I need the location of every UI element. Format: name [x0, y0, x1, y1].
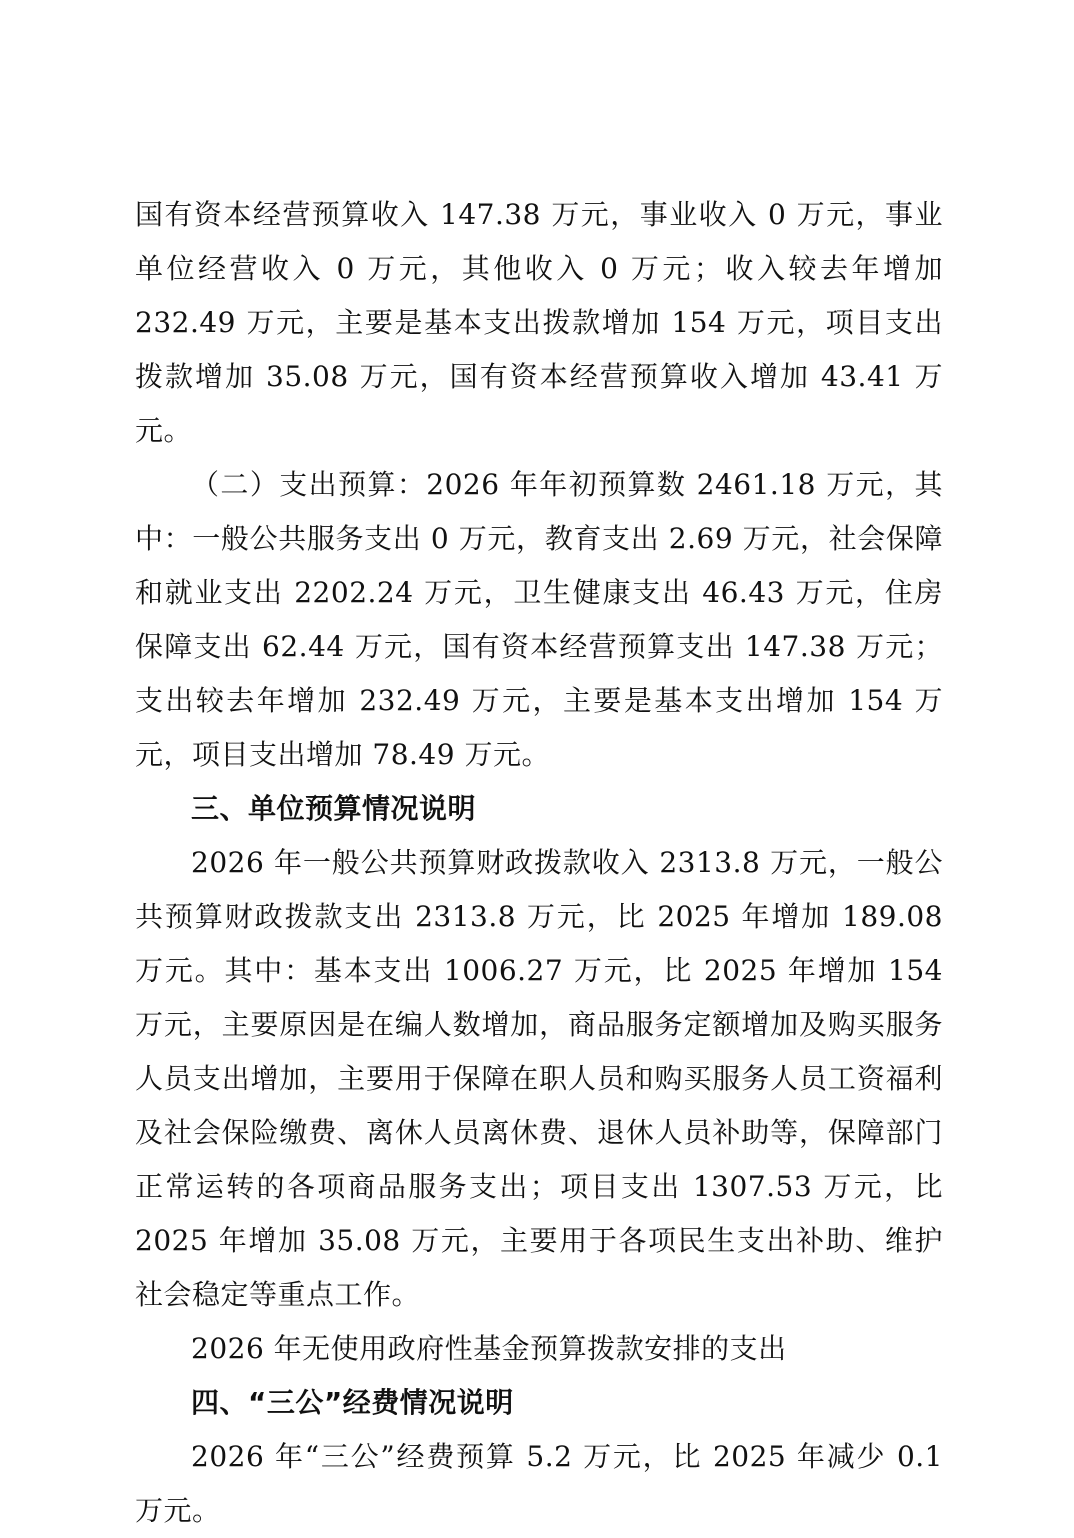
paragraph-three-public-expenses: 2026 年“三公”经费预算 5.2 万元，比 2025 年减少 0.1 万元。: [135, 1440, 943, 1527]
paragraph-government-fund: 2026 年无使用政府性基金预算拨款安排的支出: [191, 1332, 787, 1365]
section-heading-three-public-expenses: 四、“三公”经费情况说明: [191, 1386, 514, 1419]
paragraph-general-public-budget: 2026 年一般公共预算财政拨款收入 2313.8 万元，一般公共预算财政拨款支出 2313.8 万元，比 2025 年增加 189.08 万元。其中：基本支出 1006.27 万元，比 2025 年增加 154 万元，主要原因是在编人数增加，商品服务定额增加及购买服务人员支出增加，主要用于保障在职人员和购买服务人员工资福利及社会保险缴费、离休人员离休费、退休人员补助等，保障部门正常运转的各项商品服务支出；项目支出 1307.53 万元，比 2025 年增加 35.08 万元，主要用于各项民生支出补助、维护社会稳定等重点工作。: [135, 846, 943, 1311]
paragraph-expenditure-budget: （二）支出预算：2026 年年初预算数 2461.18 万元，其中：一般公共服务支出 0 万元，教育支出 2.69 万元，社会保障和就业支出 2202.24 万元，卫生健康支出 46.43 万元，住房保障支出 62.44 万元，国有资本经营预算支出 147.38 万元；支出较去年增加 232.49 万元，主要是基本支出增加 154 万元，项目支出增加 78.49 万元。: [135, 468, 943, 771]
section-heading-unit-budget: 三、单位预算情况说明: [191, 792, 477, 825]
document-body: [135, 188, 943, 1538]
paragraph-revenue-continued: 国有资本经营预算收入 147.38 万元，事业收入 0 万元，事业单位经营收入 0 万元，其他收入 0 万元；收入较去年增加 232.49 万元，主要是基本支出拨款增加 154 万元，项目支出拨款增加 35.08 万元，国有资本经营预算收入增加 43.41 万元。: [135, 198, 943, 447]
